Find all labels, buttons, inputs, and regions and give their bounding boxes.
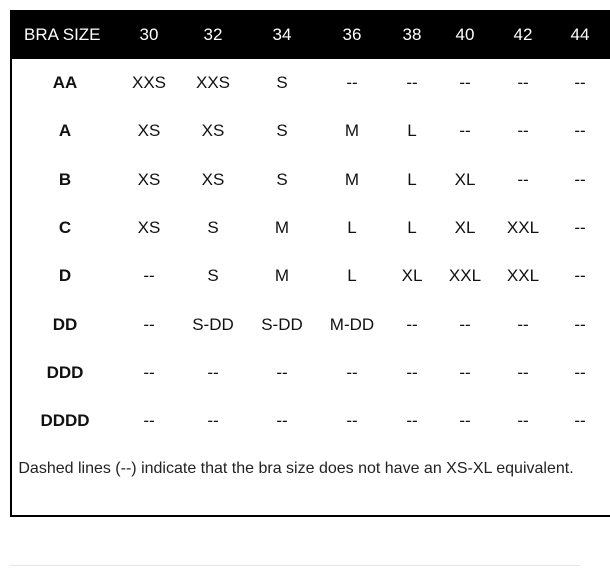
table-row: [12, 252, 610, 300]
size-cell: L: [347, 266, 357, 286]
size-cell: --: [143, 266, 155, 286]
size-cell: --: [276, 411, 288, 431]
table-row: [12, 59, 610, 107]
size-cell: --: [574, 169, 586, 189]
size-cell: --: [346, 411, 358, 431]
size-cell: --: [517, 73, 529, 92]
size-cell: --: [406, 314, 418, 334]
table-row: [12, 301, 610, 349]
size-cell: S: [276, 73, 288, 92]
size-cell: XXS: [131, 73, 167, 92]
size-cell: --: [574, 121, 586, 141]
table-row: [12, 397, 610, 445]
size-cell: S-DD: [192, 314, 234, 334]
table-row: [12, 107, 610, 155]
size-cell: XL: [401, 266, 423, 286]
cup-label: D: [58, 266, 72, 286]
size-cell: XXL: [506, 266, 540, 286]
size-cell: --: [574, 411, 586, 431]
size-cell: --: [574, 266, 586, 286]
table-row: [12, 204, 610, 252]
size-cell: S: [276, 121, 288, 141]
header-band-42: 42: [513, 25, 533, 44]
size-cell: M: [344, 121, 360, 141]
size-cell: M: [344, 169, 360, 189]
size-cell: --: [143, 411, 155, 431]
header-band-38: 38: [402, 25, 422, 44]
size-cell: XXL: [448, 266, 482, 286]
table-row: [12, 156, 610, 204]
size-cell: S: [207, 266, 219, 286]
cup-label: AA: [52, 73, 78, 92]
size-cell: XXL: [506, 217, 540, 237]
size-cell: --: [574, 73, 586, 92]
size-cell: --: [517, 169, 529, 189]
size-cell: M: [274, 266, 290, 286]
size-cell: XS: [137, 121, 161, 141]
header-band-34: 34: [272, 25, 292, 44]
size-cell: --: [517, 411, 529, 431]
size-cell: XS: [137, 217, 161, 237]
size-cell: XL: [454, 169, 476, 189]
header-band-44: 44: [570, 25, 590, 44]
size-cell: L: [407, 121, 417, 141]
size-cell: --: [574, 362, 586, 382]
size-cell: --: [517, 121, 529, 141]
size-cell: S: [207, 217, 219, 237]
size-cell: XL: [454, 217, 476, 237]
header-band-32: 32: [203, 25, 223, 44]
cup-label: DDDD: [40, 411, 90, 431]
size-cell: --: [406, 73, 418, 92]
size-cell: --: [346, 73, 358, 92]
size-cell: --: [143, 362, 155, 382]
size-cell: --: [143, 314, 155, 334]
size-cell: XS: [201, 169, 225, 189]
cup-label: A: [58, 121, 72, 141]
size-cell: XXS: [195, 73, 231, 92]
size-cell: --: [459, 411, 471, 431]
size-cell: --: [346, 362, 358, 382]
cup-label: B: [58, 169, 72, 189]
table-row: [12, 349, 610, 397]
size-cell: M-DD: [329, 314, 375, 334]
size-cell: L: [407, 169, 417, 189]
size-cell: --: [459, 362, 471, 382]
divider: [10, 565, 580, 566]
cup-label: C: [58, 217, 72, 237]
size-cell: --: [459, 121, 471, 141]
header-band-40: 40: [455, 25, 475, 44]
size-cell: --: [406, 362, 418, 382]
size-cell: --: [406, 411, 418, 431]
size-cell: S-DD: [261, 314, 303, 334]
size-cell: --: [574, 314, 586, 334]
size-cell: XS: [137, 169, 161, 189]
size-cell: --: [517, 314, 529, 334]
size-chart: [10, 10, 610, 517]
header-band-30: 30: [139, 25, 159, 44]
size-chart-header: [12, 10, 610, 59]
header-band-36: 36: [342, 25, 362, 44]
size-cell: L: [407, 217, 417, 237]
size-cell: M: [274, 217, 290, 237]
size-cell: S: [276, 169, 288, 189]
size-cell: --: [574, 217, 586, 237]
cup-label: DDD: [46, 362, 84, 382]
size-cell: --: [459, 314, 471, 334]
size-cell: --: [459, 73, 471, 92]
size-cell: --: [207, 411, 219, 431]
header-bra-size: BRA SIZE: [24, 25, 101, 44]
size-cell: --: [517, 362, 529, 382]
size-cell: --: [207, 362, 219, 382]
size-cell: XS: [201, 121, 225, 141]
cup-label: DD: [52, 314, 78, 334]
size-cell: L: [347, 217, 357, 237]
size-chart-note: Dashed lines (--) indicate that the bra size does not have an XS-XL equivalent.: [18, 460, 574, 477]
size-cell: --: [276, 362, 288, 382]
